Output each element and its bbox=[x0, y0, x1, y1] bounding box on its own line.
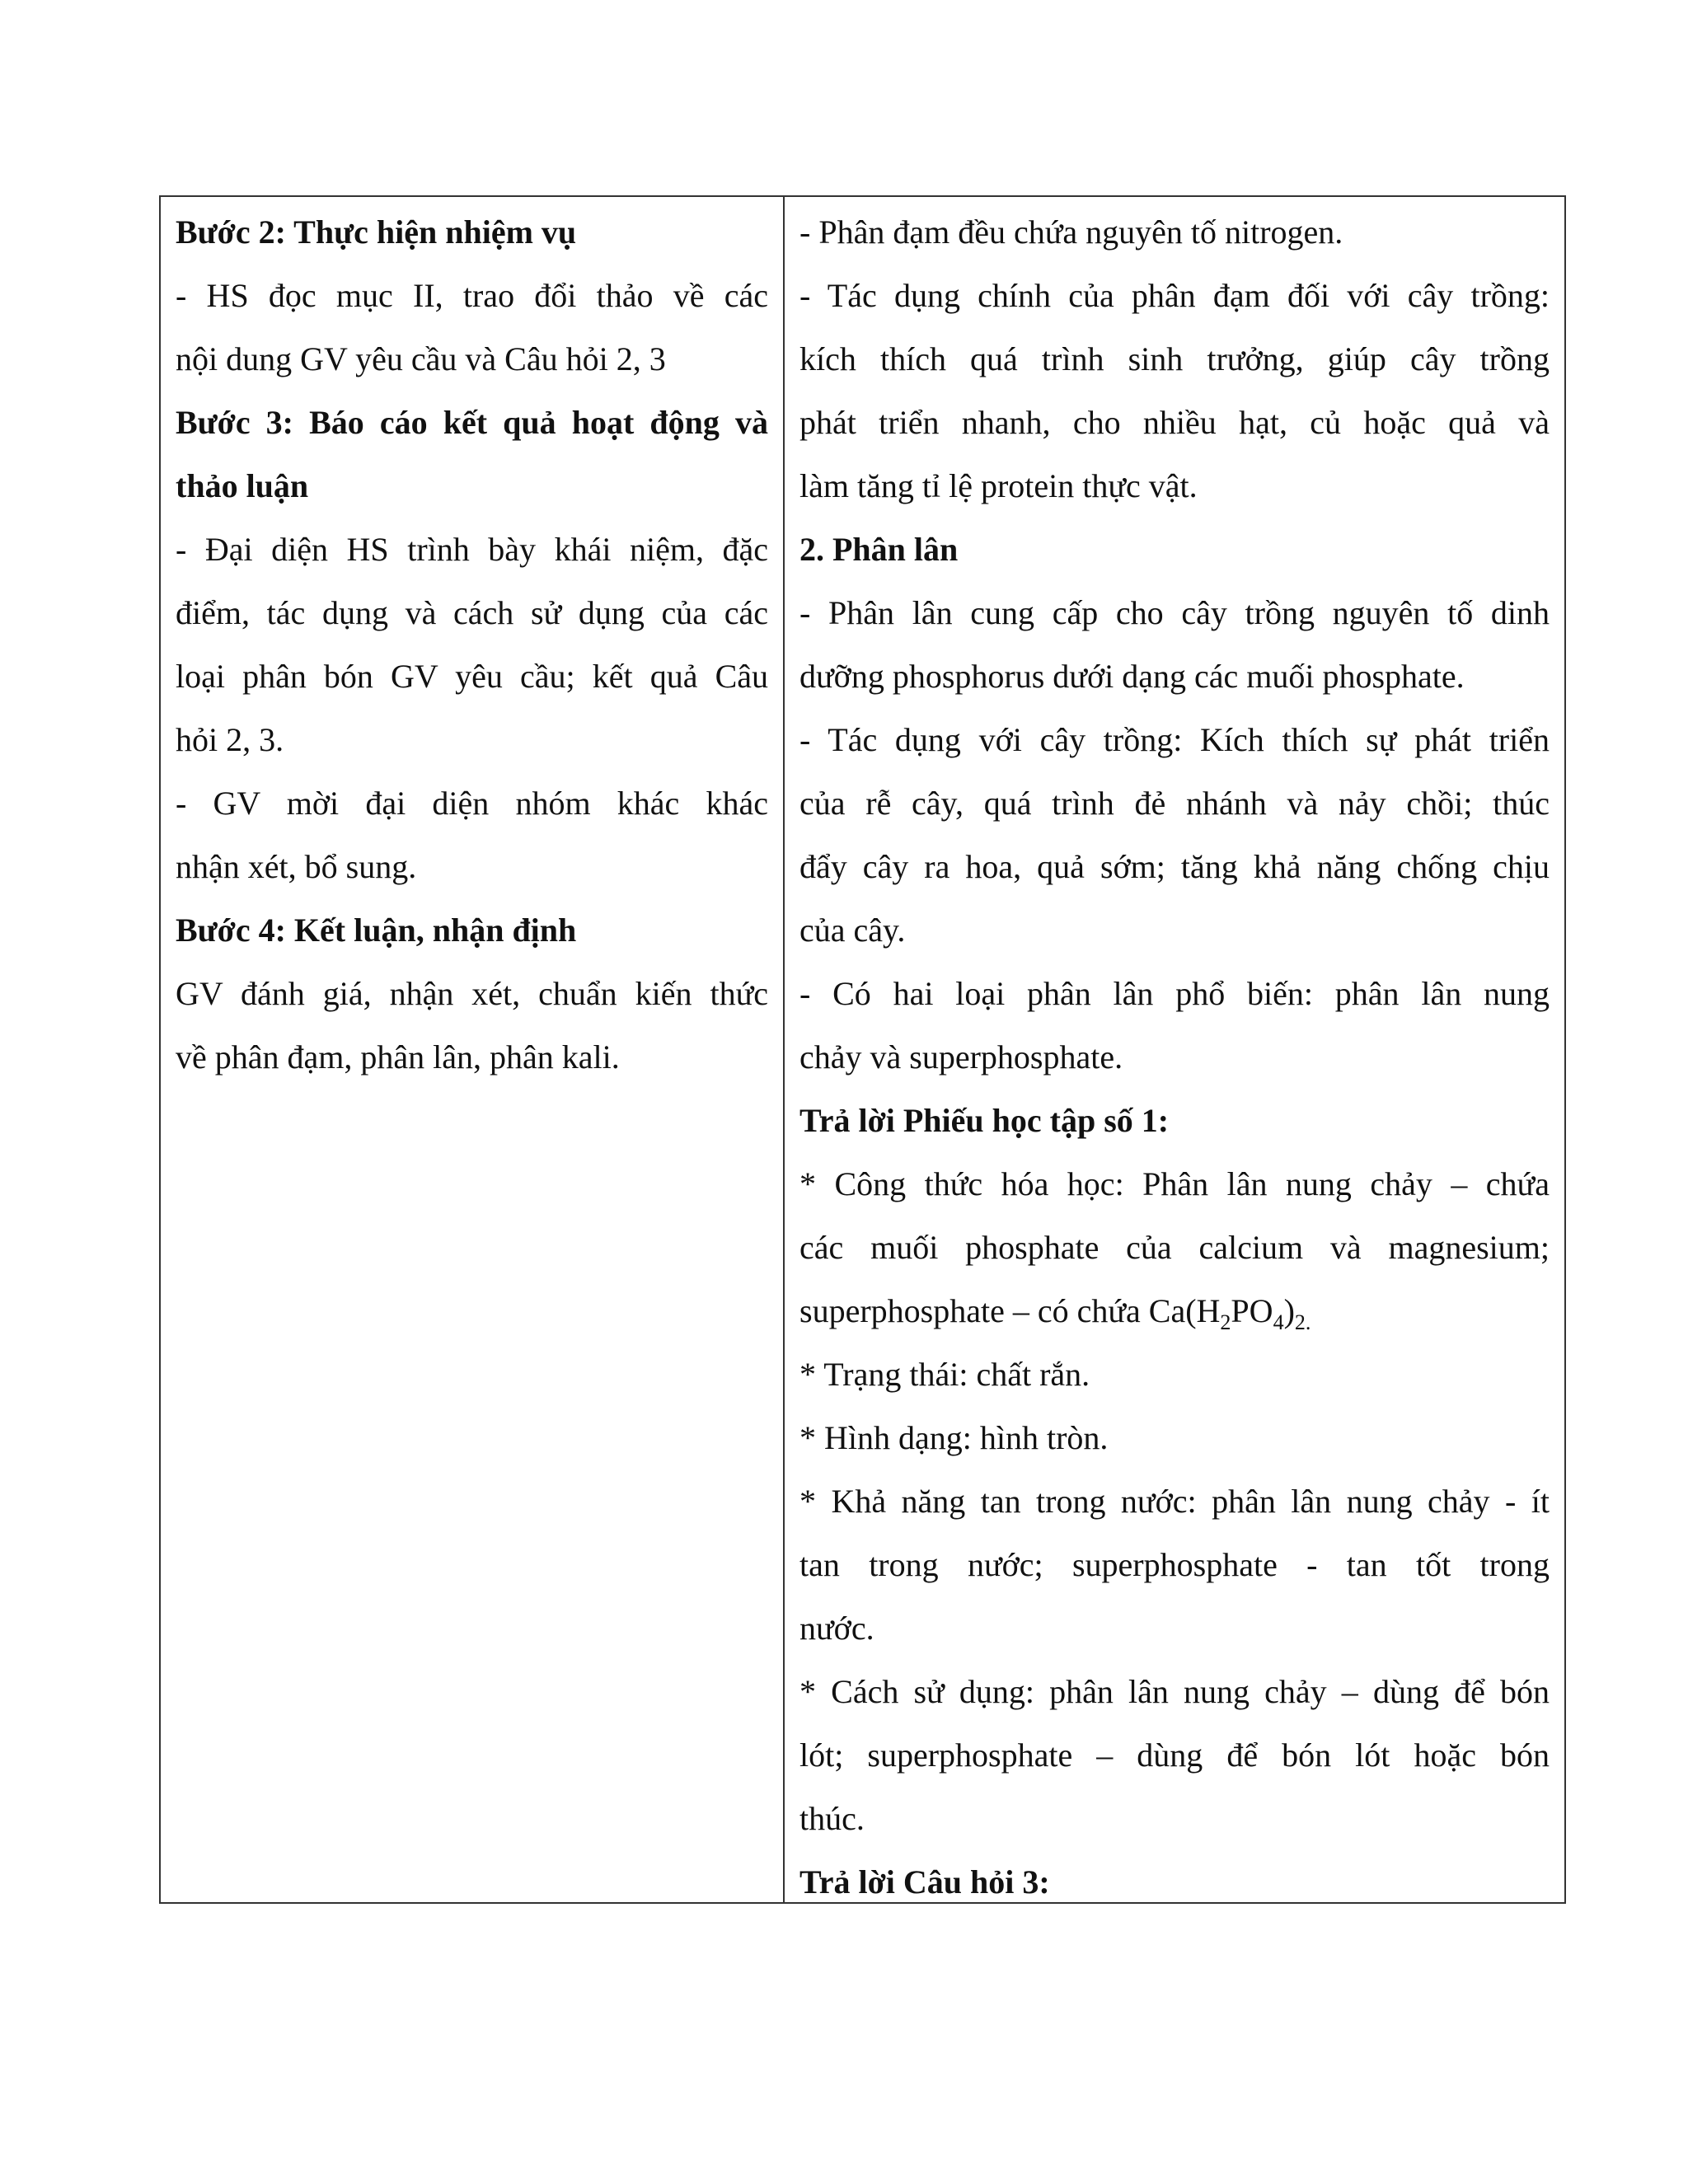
formula-prefix: superphosphate – có chứa Ca(H bbox=[799, 1292, 1221, 1329]
phosphate-heading: 2. Phân lân bbox=[799, 531, 959, 568]
text-line: chảy và superphosphate. bbox=[799, 1038, 1123, 1076]
formula-subscript: 2. bbox=[1294, 1310, 1311, 1334]
left-column bbox=[161, 197, 785, 1902]
text-line: kích thích quá trình sinh trưởng, giúp cây trồng bbox=[799, 340, 1550, 377]
step4-heading: Bước 4: Kết luận, nhận định bbox=[176, 912, 577, 949]
text-line: nội dung GV yêu cầu và Câu hỏi 2, 3 bbox=[176, 340, 666, 377]
formula-suffix: ) bbox=[1283, 1292, 1295, 1329]
text-line: đẩy cây ra hoa, quả sớm; tăng khả năng chống chịu bbox=[799, 848, 1550, 885]
content-table bbox=[159, 195, 1566, 1904]
text-line: làm tăng tỉ lệ protein thực vật. bbox=[799, 467, 1198, 504]
text-line: * Cách sử dụng: phân lân nung chảy – dùng để bón bbox=[799, 1673, 1550, 1710]
text-line: - Tác dụng chính của phân đạm đối với cây trồng: bbox=[799, 277, 1550, 314]
formula-subscript: 2 bbox=[1220, 1310, 1231, 1334]
formula-subscript: 4 bbox=[1273, 1310, 1284, 1334]
text-line: loại phân bón GV yêu cầu; kết quả Câu bbox=[176, 658, 768, 695]
step3-heading: Bước 3: Báo cáo kết quả hoạt động và bbox=[176, 404, 768, 441]
text-line: - Tác dụng với cây trồng: Kích thích sự phát triển bbox=[799, 721, 1550, 758]
text-line: - Đại diện HS trình bày khái niệm, đặc bbox=[176, 531, 768, 568]
answer3-heading: Trả lời Câu hỏi 3: bbox=[799, 1863, 1050, 1900]
right-column bbox=[785, 197, 1564, 1902]
text-line: - Có hai loại phân lân phổ biến: phân lân nung bbox=[799, 975, 1550, 1012]
text-line: các muối phosphate của calcium và magnesium; bbox=[799, 1229, 1550, 1266]
text-line: thúc. bbox=[799, 1800, 865, 1837]
text-line: - GV mời đại diện nhóm khác khác bbox=[176, 785, 768, 822]
text-line: điểm, tác dụng và cách sử dụng của các bbox=[176, 594, 768, 631]
step3-heading: thảo luận bbox=[176, 467, 309, 504]
text-line: lót; superphosphate – dùng để bón lót hoặc bón bbox=[799, 1736, 1550, 1774]
text-line: tan trong nước; superphosphate - tan tốt trong bbox=[799, 1546, 1550, 1583]
text-line: nhận xét, bổ sung. bbox=[176, 848, 417, 885]
step2-heading: Bước 2: Thực hiện nhiệm vụ bbox=[176, 213, 577, 251]
text-line: * Công thức hóa học: Phân lân nung chảy – chứa bbox=[799, 1165, 1550, 1202]
text-line: dưỡng phosphorus dưới dạng các muối phosphate. bbox=[799, 658, 1465, 695]
text-line: của rễ cây, quá trình đẻ nhánh và nảy chồi; thúc bbox=[799, 785, 1550, 822]
text-line: hỏi 2, 3. bbox=[176, 721, 284, 758]
text-line: * Trạng thái: chất rắn. bbox=[799, 1356, 1090, 1393]
text-line: về phân đạm, phân lân, phân kali. bbox=[176, 1038, 620, 1076]
formula-mid: PO bbox=[1231, 1292, 1273, 1329]
text-line: phát triển nhanh, cho nhiều hạt, củ hoặc quả và bbox=[799, 404, 1550, 441]
formula-line bbox=[799, 1279, 1550, 1343]
text-line: - HS đọc mục II, trao đổi thảo về các bbox=[176, 277, 768, 314]
text-line: * Khả năng tan trong nước: phân lân nung chảy - ít bbox=[799, 1483, 1550, 1520]
text-line: của cây. bbox=[799, 912, 906, 949]
text-line: - Phân lân cung cấp cho cây trồng nguyên tố dinh bbox=[799, 594, 1550, 631]
text-line: - Phân đạm đều chứa nguyên tố nitrogen. bbox=[799, 213, 1343, 251]
text-line: GV đánh giá, nhận xét, chuẩn kiến thức bbox=[176, 975, 768, 1012]
text-line: nước. bbox=[799, 1610, 874, 1647]
answer1-heading: Trả lời Phiếu học tập số 1: bbox=[799, 1102, 1170, 1139]
text-line: * Hình dạng: hình tròn. bbox=[799, 1419, 1109, 1456]
